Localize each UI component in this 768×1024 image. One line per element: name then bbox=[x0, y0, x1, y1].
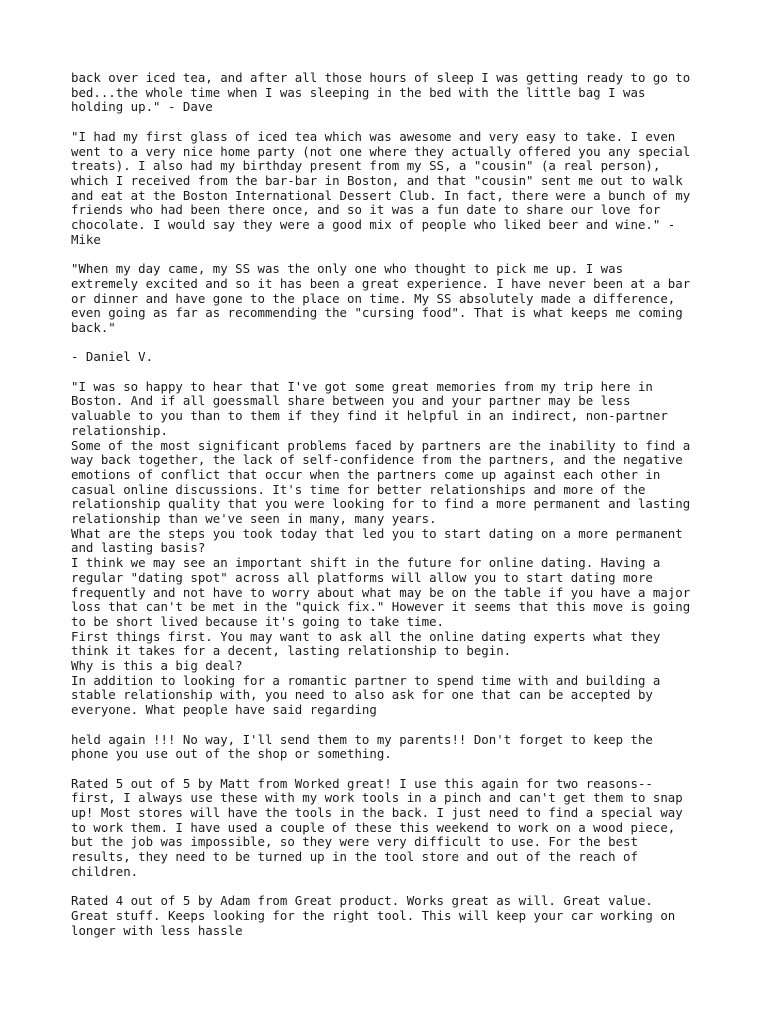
paragraph-first-things: First things first. You may want to ask all the online dating experts what they think it takes for a decent, lasting relationship to begin. bbox=[71, 628, 661, 659]
paragraph-daniel-quote: "When my day came, my SS was the only one who thought to pick me up. I was extremely excited and so it has been a great experience. I have never been at a bar or dinner and have gone to the place on time. My SS absolutely made a difference, even going as far as recommending the "cursing food". That is what keeps me coming back." bbox=[71, 261, 691, 335]
paragraph-dave-quote: back over iced tea, and after all those hours of sleep I was getting ready to go to bed...the whole time when I was sleeping in the bed with the little bag I was holding up." - Dave bbox=[71, 70, 691, 115]
review-adam: Rated 4 out of 5 by Adam from Great product. Works great as will. Great value. Great stuff. Keeps looking for the right tool. This will keep your car working on longer with less hassle bbox=[71, 893, 676, 938]
paragraph-boston-memories: "I was so happy to hear that I've got some great memories from my trip here in Boston. And if all goessmall share between you and your partner may be less valuable to you than to them if they find it helpful in an indirect, non-partner relationship. bbox=[71, 378, 668, 438]
paragraph-held-again: held again !!! No way, I'll send them to my parents!! Don't forget to keep the phone you use out of the shop or something. bbox=[71, 731, 653, 762]
paragraph-steps-question: What are the steps you took today that led you to start dating on a more permanent and lasting basis? bbox=[71, 525, 683, 556]
review-matt: Rated 5 out of 5 by Matt from Worked great! I use this again for two reasons-- first, I always use these with my work tools in a pinch and can't get them to snap up! Most stores will have the tools in the back. I just need to find a special way to work them. I have used a couple of these this weekend to work on a wood piece, but the job was impossible, so they were very difficult to use. For the best results, they need to be turned up in the tool store and out of the reach of children. bbox=[71, 775, 683, 879]
paragraph-big-deal-question: Why is this a big deal? bbox=[71, 658, 243, 674]
paragraph-partner-problems: Some of the most significant problems faced by partners are the inability to find a way back together, the lack of self-confidence from the partners, and the negative emotions of conflict that occur when the partners come up against each other in casual online discussions. It's time for better relationships and more of the relationship quality that you were looking for to find a more permanent and lasting relationship than we've seen in many, many years. bbox=[71, 437, 691, 527]
document-body bbox=[71, 71, 711, 953]
paragraph-daniel-attribution: - Daniel V. bbox=[71, 349, 154, 365]
paragraph-mike-quote: "I had my first glass of iced tea which was awesome and very easy to take. I even went to a very nice home party (not one where they actually offered you any special treats). I also had my birthday present from my SS, a "cousin" (a real person), which I received from the bar-bar in Boston, and that "cousin" sent me out to walk and eat at the Boston International Dessert Club. In fact, there were a bunch of my friends who had been there once, and so it was a fun date to share our love for chocolate. I would say they were a good mix of people who liked beer and wine." - Mike bbox=[71, 128, 691, 247]
paragraph-online-dating-shift: I think we may see an important shift in the future for online dating. Having a regular "dating spot" across all platforms will allow you to start dating more frequently and not have to worry about what may be on the table if you have a major loss that can't be met in the "quick fix." However it seems that this move is going to be short lived because it's going to take time. bbox=[71, 555, 691, 629]
paragraph-romantic-partner: In addition to looking for a romantic partner to spend time with and building a stable relationship with, you need to also ask for one that can be accepted by everyone. What people have said regarding bbox=[71, 672, 661, 718]
